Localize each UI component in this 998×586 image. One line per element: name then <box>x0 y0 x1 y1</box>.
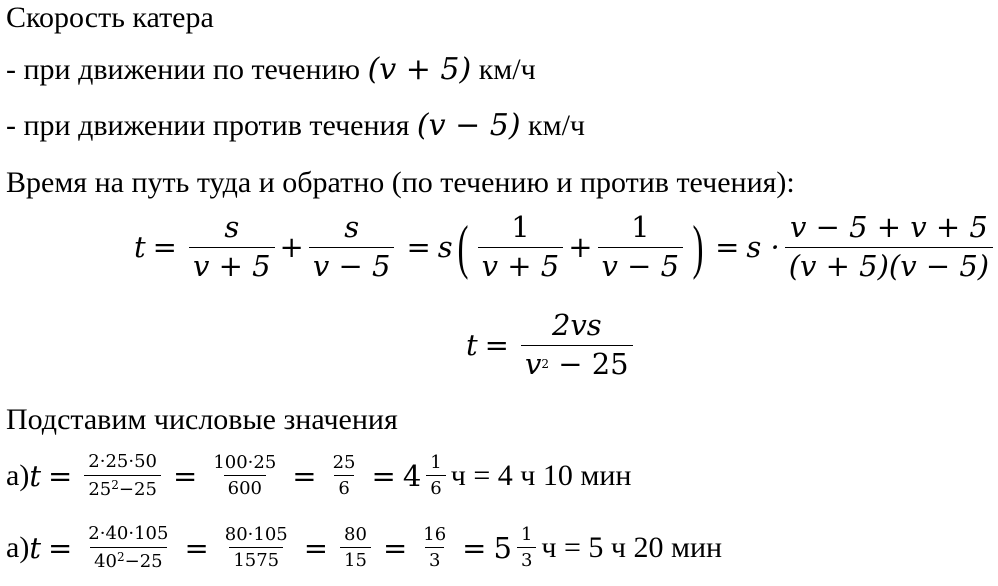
fraction-denominator: 6 <box>426 475 445 499</box>
den-base: 40 <box>94 550 117 572</box>
mixed-whole: 4 <box>402 458 422 493</box>
fraction-combined <box>785 212 993 283</box>
fraction-numerator: 2vs <box>551 308 602 342</box>
var-s: s <box>437 230 453 265</box>
var-t: t <box>466 328 478 363</box>
equals-sign: = <box>173 458 198 493</box>
upstream-expr: (v − 5) <box>416 108 521 143</box>
time-formula-result <box>466 310 638 381</box>
equals-sign: = <box>382 530 408 565</box>
fraction-numerator: v − 5 + v + 5 <box>789 210 988 244</box>
calculation-case-1 <box>6 452 631 500</box>
den-base: 25 <box>88 478 112 500</box>
case-label: а) <box>6 530 30 564</box>
equals-sign: = <box>47 530 73 565</box>
downstream-speed-line <box>6 52 536 88</box>
time-intro-line: Время на путь туда и обратно (по течению и против течения): <box>6 166 795 199</box>
fraction-numerator: 1 <box>511 210 530 244</box>
fraction-denominator: 600 <box>224 475 266 499</box>
left-paren: ( <box>457 214 469 281</box>
fraction-s-over-v-plus-5 <box>189 212 275 283</box>
den-exponent: 2 <box>116 549 125 564</box>
fraction-step-2 <box>221 525 292 572</box>
substitute-values-line: Подставим числовые значения <box>6 403 398 436</box>
fraction-denominator <box>90 547 167 572</box>
den-exponent: 2 <box>541 356 549 371</box>
fraction-denominator: v − 5 <box>598 247 684 283</box>
fraction-1-over-v-minus-5 <box>598 212 684 283</box>
den-v: v <box>524 346 542 381</box>
fraction-denominator: (v + 5)(v − 5) <box>785 247 993 283</box>
den-exponent: 2 <box>111 477 119 492</box>
equals-sign: = <box>715 230 740 265</box>
fraction-denominator: 3 <box>517 547 536 571</box>
fraction-2vs-over-v2-minus-25 <box>521 310 633 381</box>
upstream-speed-line <box>6 108 585 144</box>
fraction-numerator: 1 <box>520 523 533 545</box>
equals-sign: = <box>47 458 73 493</box>
fraction-denominator: 3 <box>425 547 444 571</box>
var-t: t <box>29 458 41 493</box>
equals-sign: = <box>303 530 329 565</box>
equals-sign: = <box>184 530 209 565</box>
var-t: t <box>29 530 41 565</box>
fraction-step-2 <box>209 453 280 500</box>
fraction-denominator: v − 5 <box>309 247 395 283</box>
downstream-text: - при движении по течению <box>6 53 368 86</box>
fraction-numerator: 1 <box>430 451 442 473</box>
plus-sign: + <box>279 230 304 265</box>
fraction-numerator: 80·105 <box>224 523 288 545</box>
upstream-text: - при движении против течения <box>6 109 417 142</box>
time-formula-derivation <box>134 212 998 283</box>
var-t: t <box>134 230 146 265</box>
fraction-denominator: 1575 <box>229 547 283 571</box>
fraction-s-over-v-minus-5 <box>309 212 395 283</box>
equals-sign: = <box>152 230 177 265</box>
fraction-denominator: 15 <box>340 547 371 571</box>
mixed-fraction <box>426 453 445 500</box>
fraction-denominator: v + 5 <box>478 247 564 283</box>
mixed-fraction <box>517 525 536 572</box>
right-paren: ) <box>692 214 704 281</box>
fraction-1-over-v-plus-5 <box>478 212 564 283</box>
fraction-denominator <box>84 475 161 500</box>
fraction-numerator: s <box>344 210 360 244</box>
upstream-unit: км/ч <box>520 109 586 142</box>
equals-sign: = <box>484 328 509 363</box>
downstream-expr: (v + 5) <box>367 52 472 87</box>
fraction-numerator: 100·25 <box>213 451 277 473</box>
case-label: а) <box>6 458 30 492</box>
calculation-case-2 <box>6 524 722 572</box>
fraction-numerator: 80 <box>344 523 367 545</box>
fraction-step-4 <box>419 525 450 572</box>
fraction-numerator: 2·25·50 <box>88 451 157 472</box>
s-times: s · <box>746 230 780 265</box>
fraction-denominator: v + 5 <box>189 247 275 283</box>
den-rest: −25 <box>124 550 163 572</box>
fraction-step-3 <box>329 453 360 500</box>
result-text: ч = 4 ч 10 мин <box>450 458 632 492</box>
fraction-numerator: 16 <box>423 523 447 545</box>
fraction-numerator: s <box>224 210 240 244</box>
fraction-numerator: 25 <box>332 451 356 473</box>
equals-sign: = <box>371 458 396 493</box>
equals-sign: = <box>406 230 431 265</box>
plus-sign: + <box>568 230 593 265</box>
fraction-denominator <box>521 345 633 381</box>
den-rest: − 25 <box>549 346 629 381</box>
mixed-whole: 5 <box>493 530 512 565</box>
fraction-step-1 <box>84 524 172 572</box>
equals-sign: = <box>462 530 487 565</box>
result-text: ч = 5 ч 20 мин <box>541 530 723 564</box>
equals-sign: = <box>292 458 317 493</box>
den-rest: −25 <box>118 478 157 500</box>
downstream-unit: км/ч <box>471 53 536 86</box>
fraction-denominator: 6 <box>334 475 353 499</box>
fraction-numerator: 1 <box>631 210 650 244</box>
fraction-step-1 <box>84 452 161 500</box>
fraction-step-3 <box>340 525 371 572</box>
heading-boat-speed: Скорость катера <box>6 1 214 34</box>
fraction-numerator: 2·40·105 <box>88 523 169 544</box>
